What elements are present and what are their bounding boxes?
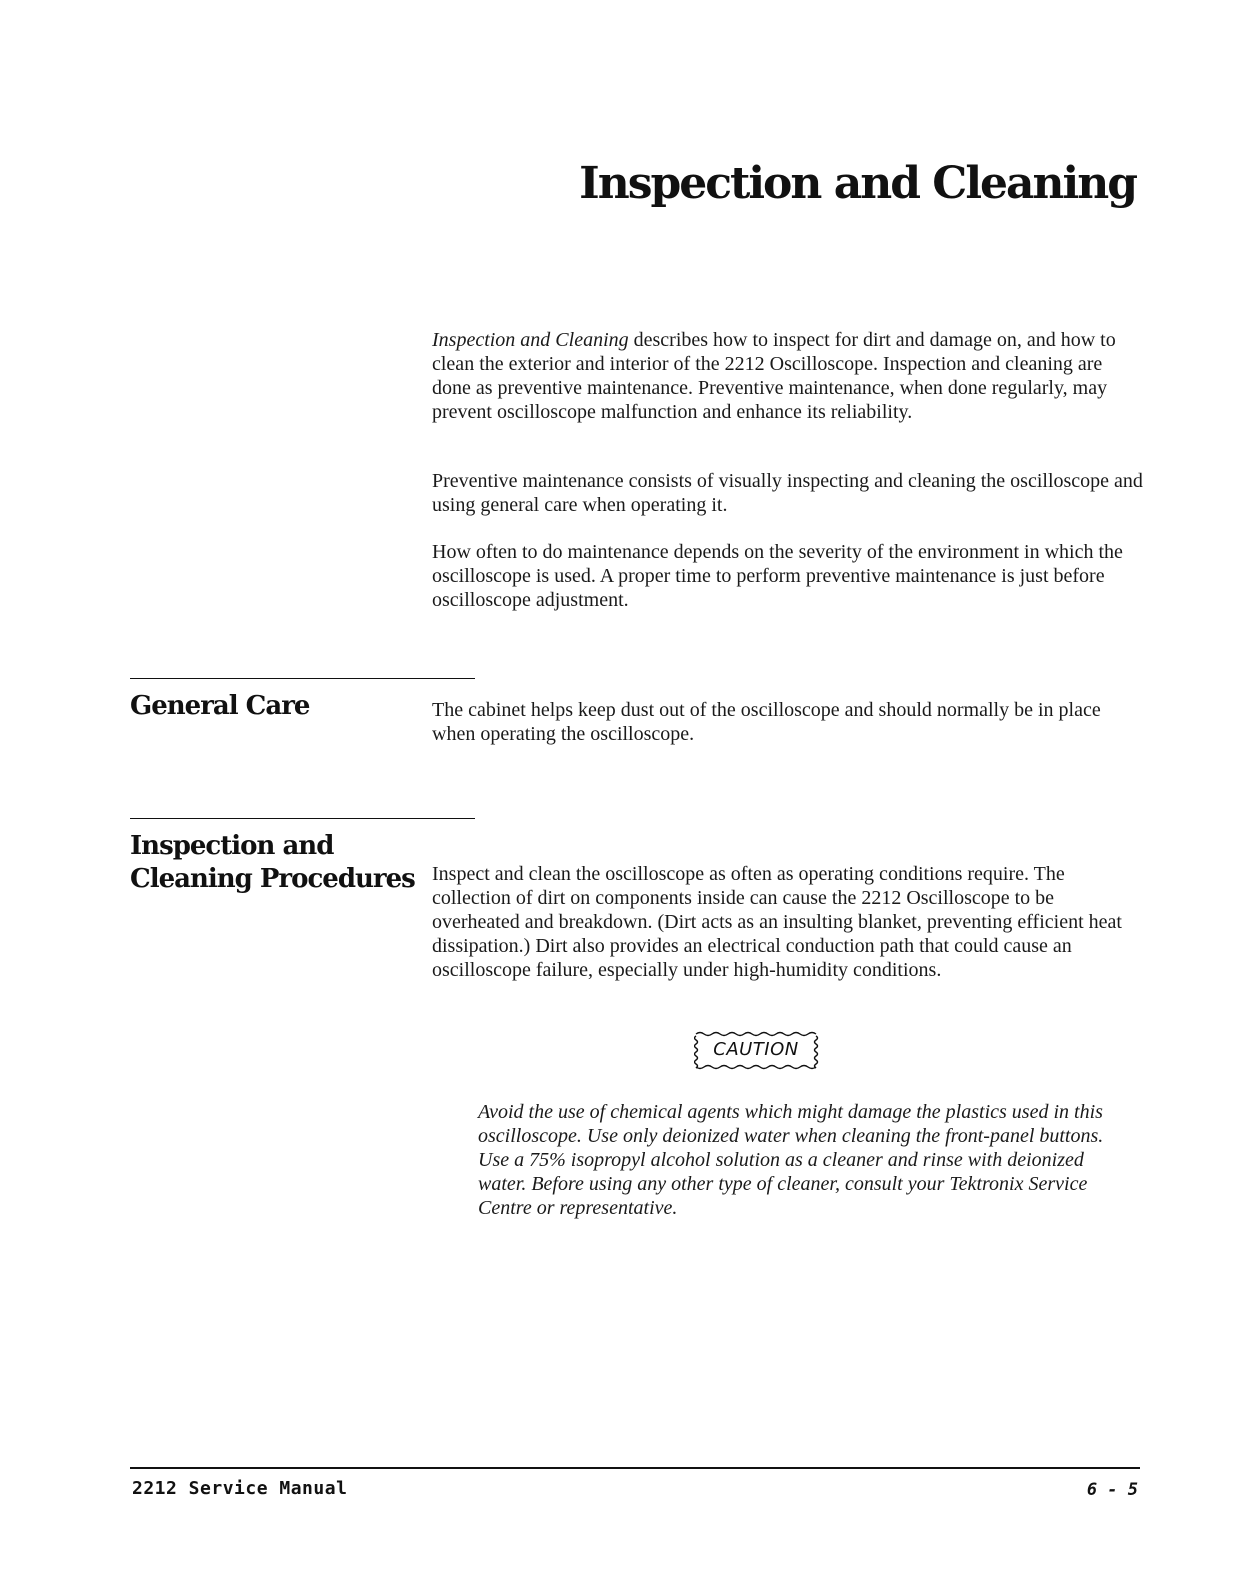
caution-label: CAUTION [713, 1039, 799, 1060]
section-divider [130, 818, 475, 819]
intro-paragraph-2: Preventive maintenance consists of visually inspecting and cleaning the oscilloscope and using general care when operating it. [432, 470, 1143, 516]
page-title: Inspection and Cleaning [579, 158, 1136, 209]
footer-divider [130, 1467, 1140, 1469]
procedures-heading-line-2: Cleaning Procedures [130, 864, 415, 894]
procedures-paragraph: Inspect and clean the oscilloscope as often as operating conditions require. The collection of dirt on components inside can cause the 2212 Oscilloscope to be overheated and breakdown. (Dirt acts as an insulting blanket, preventing efficient heat dissipation.) Dirt also provides an electrical conduction path that could cause an oscilloscope failure, especially under high-humidity conditions. [432, 863, 1122, 981]
intro-paragraph-3: How often to do maintenance depends on the severity of the environment in which the oscilloscope is used. A proper time to perform preventive maintenance is just before oscilloscope adjustment. [432, 541, 1123, 611]
footer-page-number: 6 - 5 [1086, 1480, 1138, 1500]
procedures-heading-line-1: Inspection and [130, 831, 334, 861]
intro-lead-italic: Inspection and Cleaning [432, 329, 629, 351]
general-care-paragraph: The cabinet helps keep dust out of the oscilloscope and should normally be in place when operating the oscilloscope. [432, 699, 1101, 745]
caution-badge [694, 1030, 822, 1070]
section-divider [130, 678, 475, 679]
intro-paragraph-1-text: describes how to inspect for dirt and damage on, and how to clean the exterior and interior of the 2212 Oscilloscope. Inspection and cleaning are done as preventive maintenance. Preventive maintenance, when done regularly, may prevent oscilloscope malfunction and enhance its reliability. [432, 329, 1116, 423]
caution-paragraph: Avoid the use of chemical agents which might damage the plastics used in this oscilloscope. Use only deionized water when cleaning the front-panel buttons. Use a 75% isopropyl alcohol solution as a cleaner and rinse with deionized water. Before using any other type of cleaner, consult your Tektronix Service Centre or representative. [478, 1101, 1104, 1219]
section-heading-general-care: General Care [130, 691, 310, 721]
intro-paragraph-1 [432, 328, 1144, 424]
footer-manual-name: 2212 Service Manual [132, 1478, 348, 1499]
section-heading-procedures [130, 830, 415, 896]
